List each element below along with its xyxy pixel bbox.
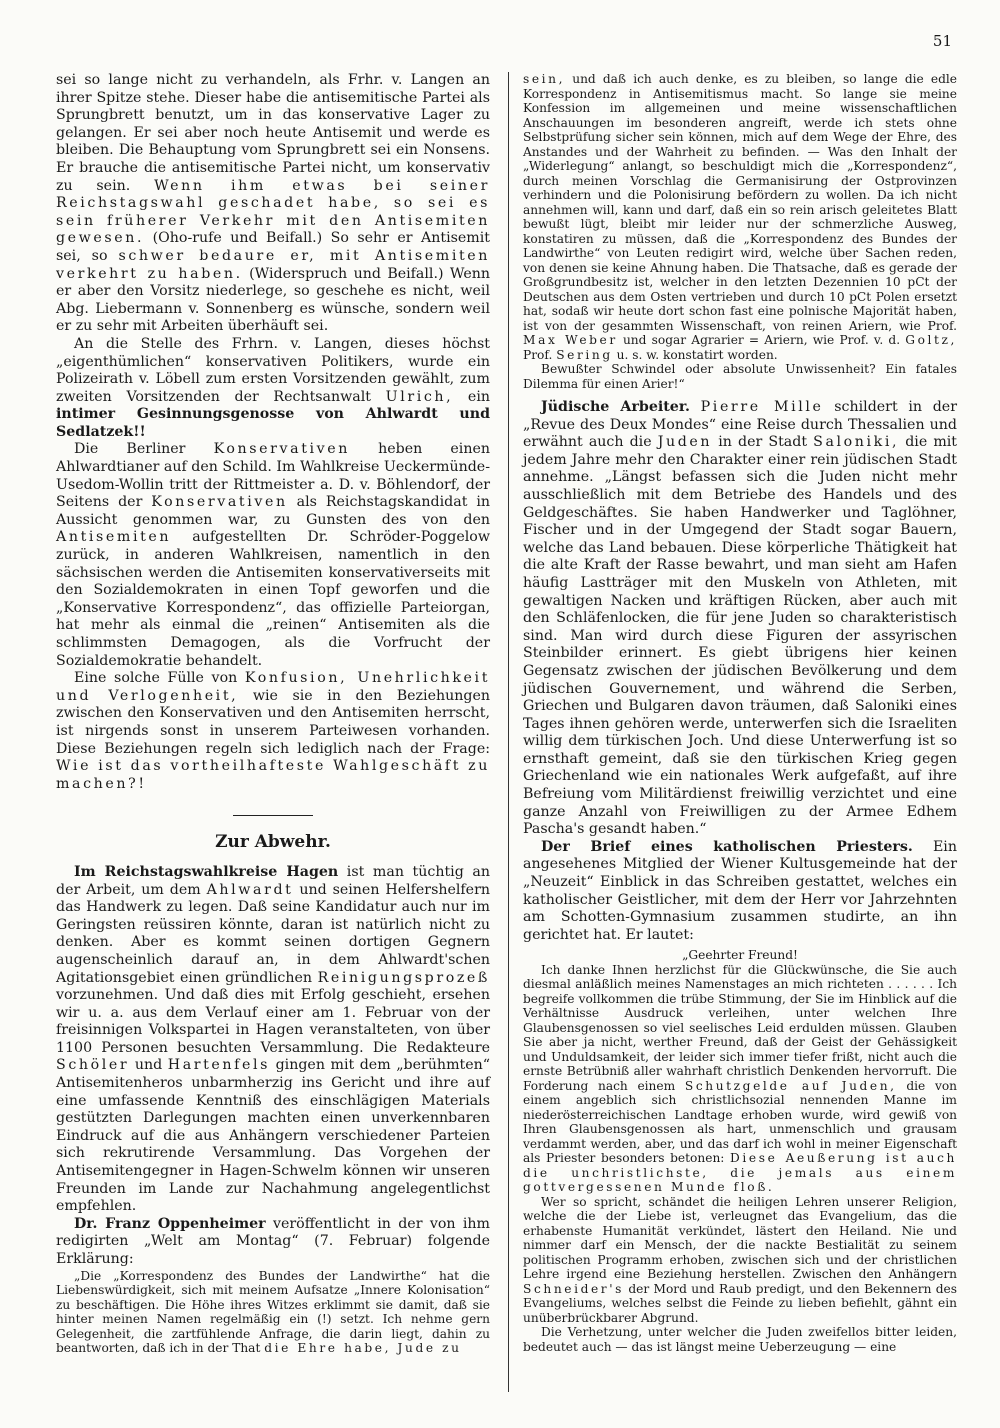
- paragraph: [56, 670, 490, 793]
- text: schildert in der „Revue des Deux Mondes“ eine Reise durch Thessalien und erwähnt auch die: [523, 399, 957, 451]
- spaced-text: Hartenfels: [167, 1057, 271, 1074]
- text: die von einem angeblich sich christlichsozial nennenden Manne im niederösterreichischen Landtage erhoben wurde, wird gewiß von Ihren Glaubensgenossen als hart, unmenschlich und grausam verdammt werden, aber, und das darf ich wohl in meiner Eigenschaft als Priester besonders betonen:: [523, 1078, 958, 1166]
- spaced-text: schwer bedaure er, mit Antisemiten verkehrt zu haben.: [56, 247, 490, 282]
- spaced-text: Wie ist das vortheilhafteste Wahlgeschäft zu machen?!: [56, 758, 490, 792]
- page-number: 51: [932, 32, 952, 50]
- left-column: [56, 72, 490, 1356]
- bold-text: intimer Gesinnungsgenosse von Ahlwardt und Sedlatzek!!: [56, 406, 490, 440]
- spaced-text: Sering: [556, 347, 613, 362]
- text: und daß ich auch denke, es zu bleiben, so lange die edle Korrespondenz in Antisemitismus macht. So lange sie meine Konfession im allgemeinen und meine wissenschaftlichen Anschauungen im besonderen angreift, werde ich stets ohne Selbstprüfung sicher sein können, mich auf dem Wege der Ehre, des Anstandes und der Wahrheit zu befinden. — Was den Inhalt der „Widerlegung“ anlangt, so beschuldigt mich die „Korrespondenz“, durch meinen Vorschlag die Germanisirung der Ostprovinzen verhindern und die Polonisirung befördern zu wollen. Da ich nicht annehmen will, kann und darf, daß ein so rein arisch geleitetes Blatt bewußt lügt, bleibt mir leider nur der schmerzliche Ausweg, konstatiren zu müssen, daß die „Korrespondenz des Bundes der Landwirthe“ von Leuten redigirt wird, welche über Sachen reden, von denen sie keine Ahnung haben. Die Thatsache, daß es gerade der Großgrundbesitz ist, welcher in den letzten Dezennien 10 pCt der Deutschen aus dem Osten vertrieben und durch 10 pCt Polen ersetzt hat, sodaß wir heute dort schon fast eine polnische Majorität haben, ist von der gesammten Wissenschaft, von reinen Ariern, wie Prof.: [523, 72, 958, 333]
- text: u. s. w. konstatirt worden.: [616, 347, 778, 362]
- text: Ich danke Ihnen herzlichst für die Glückwünsche, die Sie auch diesmal anläßlich meines Namenstages an mich richteten . . . . . . Ich begreife vollkommen die trübe Stimmung, der Sie im Hinblick auf die Verhältnisse Ausdruck verleihen, unter welchen Ihre Glaubensgenossen so viel seelisches Leid erdulden müssen. Glauben Sie aber ja nicht, werther Freund, daß der Geist der Gehässigkeit und Unduldsamkeit, der leider sich immer tiefer frißt, nicht auch die ernste Betrübniß aller wahrhaft christlich Denkenden hervorruft. Die Forderung nach einem: [523, 962, 957, 1093]
- spaced-text: Ulrich,: [385, 388, 454, 405]
- spaced-text: Wenn ihm etwas bei seiner Reichstagswahl geschadet habe, so sei es sein früherer Verkehr mit den Antisemiten gewesen.: [56, 177, 491, 247]
- text: Prof.: [523, 347, 553, 362]
- text: sei so lange nicht zu verhandeln, als Frhr. v. Langen an ihrer Spitze stehe. Dieser habe die antisemitische Partei als Sprungbrett benutzt, um in das konservative Lager zu gelangen. Er sei aber noch heute Antisemit und werde es bleiben. Die Behauptung vom Sprungbrett sei ein Nonsens. Er brauche die antisemitische Partei nicht, um konservativ zu sein.: [56, 72, 490, 194]
- spaced-text: Ahlwardt: [206, 881, 294, 898]
- spaced-text: Schutzgelde auf Juden,: [684, 1078, 897, 1093]
- spaced-text: Saloniki,: [813, 434, 900, 451]
- column-divider: [508, 72, 509, 1392]
- quoted-paragraph: Die Verhetzung, unter welcher die Juden zweifellos bitter leiden, bedeutet auch — das ist längst meine Ueberzeugung — eine: [523, 1325, 957, 1354]
- spaced-text: Goltz,: [905, 333, 958, 347]
- text: der Mord und Raub predigt, und den Bekennern des Evangeliums, welches selbst die Feinde zu lieben befiehlt, gähnt ein unüberbrückbarer Abgrund.: [523, 1281, 958, 1325]
- spaced-text: Konfusion, Unehrlichkeit und Verlogenheit,: [56, 670, 490, 704]
- text: ein: [467, 388, 490, 405]
- text: heben einen Ahlwardtianer auf den Schild. Im Wahlkreise Ueckermünde-Usedom-Wollin tritt der Rittmeister a. D. v. Böhlendorf, der Seitens der: [56, 441, 490, 511]
- text: gingen mit dem „berühmten“ Antisemitenheros unbarmherzig ins Gericht und ihre auf eine umfassende Kenntniß des einschlägigen Materials gestützten Darlegungen machten einen unverkennbaren Eindruck auf die aus Anhängern verschiedener Parteien sich rekrutirende Versammlung. Das Vorgehen der Antisemitengegner in Hagen-Schwelm können wir unseren Freunden im Lande zur Nachahmung angelegentlichst empfehlen.: [56, 1057, 491, 1215]
- bold-text: Dr. Franz Oppenheimer: [74, 1215, 266, 1232]
- text: Ein angesehenes Mitglied der Wiener Kultusgemeinde hat der „Neuzeit“ Einblick in das Schreiben gestattet, welches ein katholischer Geistlicher, mit dem der Herr vor Jahrzehnten am Schotten-Gymnasium zusammen studirte, an ihn gerichtet hat. Er lautet:: [523, 838, 957, 943]
- spaced-text: Antisemiten: [56, 529, 172, 546]
- text: Eine solche Fülle von: [74, 670, 238, 687]
- text: (Widerspruch und Beifall.) Wenn er aber den Vorsitz niederlege, so geschehe es nicht, weil Abg. Liebermann v. Sonnenberg es wünsche, sondern weil er zu sehr mit Arbeiten überhäuft sei.: [56, 265, 490, 335]
- right-column: [523, 72, 957, 1354]
- separator-rule: [233, 815, 313, 816]
- bold-text: Jüdische Arbeiter.: [541, 399, 690, 415]
- spaced-text: sein,: [523, 72, 566, 86]
- text: vorzunehmen. Und daß dies mit Erfolg geschieht, ersehen wir u. a. aus dem Verlauf einer am 1. Februar von der freisinnigen Volkspartei in Hagen veranstalteten, von über 1100 Personen besuchten Versammlung. Die Redakteure: [56, 987, 490, 1056]
- bold-text: Der Brief eines katholischen Priesters.: [541, 838, 913, 855]
- text: An die Stelle des Frhrn. v. Langen, dieses höchst „eigenthümlichen“ konservativen Politikers, wurde ein Polizeirath v. Löbell zum ersten Vorsitzenden gewählt, zum zweiten Vorsitzenden der Rechtsanwalt: [56, 335, 490, 405]
- paragraph: [56, 72, 490, 336]
- text: und: [134, 1057, 163, 1074]
- text: als Reichstagskandidat in Aussicht genommen war, zu Gunsten des von den: [56, 494, 491, 528]
- spaced-text: Konservativen: [151, 494, 288, 511]
- spaced-text: Pierre Mille: [700, 399, 824, 415]
- spaced-text: Diese Aeußerung ist auch die unchristlichste, die jemals aus einem gottvergessenen Munde floß.: [523, 1151, 958, 1195]
- text: Die Berliner: [74, 441, 186, 458]
- text: aufgestellten Dr. Schröder-Poggelow zurück, in anderen Wahlkreisen, namentlich in den sächsischen werden die Antisemiten konservativerseits mit den Sozialdemokraten in einen Topf geworfen und die „Konservative Korrespondenz“, das offizielle Parteiorgan, hat mehr als einmal die „reinen“ Antisemiten als die schlimmsten Demagogen, als die Vorfrucht der Sozialdemokratie behandelt.: [56, 529, 490, 669]
- paragraph: [56, 1216, 490, 1269]
- text: und seinen Helfershelfern das Handwerk zu legen. Daß seine Kandidatur auch nur im Geringsten reüssiren könnte, daran ist natürlich nicht zu denken. Aber es kommt seinen dortigen Gegnern augenscheinlich darauf an, in dem Ahlwardt'schen Agitationsgebiet einen gründlichen: [56, 881, 490, 986]
- section-title: Zur Abwehr.: [215, 832, 331, 853]
- bold-text: Im Reichstagswahlkreise Hagen: [74, 863, 339, 880]
- paragraph: [56, 864, 490, 1216]
- text: die mit jedem Jahre mehr den Charakter einer rein jüdischen Stadt annehme. „Längst befassen sich die Juden nicht mehr ausschließlich mit dem Betriebe des Handels und des Geldgeschäftes. Sie haben Handwerker und Taglöhner, Fischer und in der Umgegend der Stadt sogar Bauern, welche das Land bebauen. Diese körperliche Thätigkeit hat die alte Kraft der Rasse bewahrt, und man sieht am Hafen häufig Lastträger mit den Muskeln von Athleten, mit gewaltigen Nacken und kräftigen Rücken, aber auch mit den Schläfenlocken, die für jene Juden so charakteristisch sind. Man wird durch diese Figuren der assyrischen Steinbilder erinnert. Es giebt übrigens hier keinen Gegensatz zwischen der jüdischen Bevölkerung und dem jüdischen Gouvernement, und während die Serben, Griechen und Bulgaren davon träumen, daß Saloniki eines Tages ihnen gehören werde, unterwerfen sich die Israeliten willig dem türkischen Joch. Und diese Unterwerfung ist so ernsthaft gemeint, daß sie den türkischen Krieg gegen Griechenland wie ein nationales Werk aufgefaßt, auf ihre Befreiung vom Militärdienst freiwillig verzichtet und eine ganze Anzahl von Freiwilligen zu der Armee Edhem Pascha's gesandt haben.“: [523, 434, 958, 838]
- text: wie sie in den Beziehungen zwischen den Konservativen und den Antisemiten herrscht, ist nirgends sonst in unserem Parteiwesen vorhanden. Diese Beziehungen regeln sich lediglich nach der Frage:: [56, 687, 490, 757]
- text: in der Stadt: [718, 434, 808, 451]
- text: ist man tüchtig an der Arbeit, um dem: [56, 863, 490, 898]
- text: „Die „Korrespondenz des Bundes der Landwirthe“ hat die Liebenswürdigkeit, sich mit meinem Aufsatze „Innere Kolonisation“ zu beschäftigen. Die Höhe ihres Witzes erklimmt sie damit, daß sie hinter meinen Namen regelmäßig ein (!) setzt. Ich nehme gern Gelegenheit, die zartfühlende Anfrage, die darin liegt, dahin zu beantworten, daß ich in der That: [56, 1268, 490, 1356]
- quoted-paragraph: [523, 1195, 957, 1326]
- quoted-paragraph: [56, 1269, 490, 1356]
- quoted-paragraph: [523, 72, 957, 362]
- spaced-text: Max Weber: [523, 333, 618, 347]
- quoted-paragraph: [523, 963, 957, 1195]
- paragraph: [56, 336, 490, 442]
- text: (Oho-rufe und Beifall.) So sehr er Antisemit sei, so: [56, 230, 490, 264]
- spaced-text: Schneider's: [523, 1281, 625, 1296]
- spaced-text: Juden: [657, 434, 713, 451]
- paragraph: [523, 399, 957, 839]
- spaced-text: Konservativen: [213, 441, 350, 458]
- paragraph: [523, 839, 957, 945]
- text: veröffentlicht in der von ihm redigirten „Welt am Montag“ (7. Februar) folgende Erklärung:: [56, 1215, 490, 1267]
- text: und sogar Agrarier = Ariern, wie Prof. v. d.: [622, 333, 901, 347]
- spaced-text: Schöler: [56, 1057, 130, 1074]
- text: Wer so spricht, schändet die heiligen Lehren unserer Religion, welche die der Liebe ist, verleugnet das Evangelium, das die erhabenste Humanität verkündet, lästert den Heiland. Nie und nimmer darf ein Mensch, der die nackte Bestialität zu seinem politischen Programm erhoben, zwischen sich und der christlichen Lehre irgend eine Beziehung herstellen. Zwischen den Anhängern: [523, 1194, 957, 1282]
- quoted-paragraph: Bewußter Schwindel oder absolute Unwissenheit? Ein fatales Dilemma für einen Arier!“: [523, 362, 957, 391]
- spaced-text: Reinigungsprozeß: [317, 969, 490, 986]
- spaced-text: die Ehre habe, Jude zu: [264, 1341, 462, 1356]
- paragraph: [56, 441, 490, 670]
- letter-salutation: „Geehrter Freund!: [682, 948, 798, 963]
